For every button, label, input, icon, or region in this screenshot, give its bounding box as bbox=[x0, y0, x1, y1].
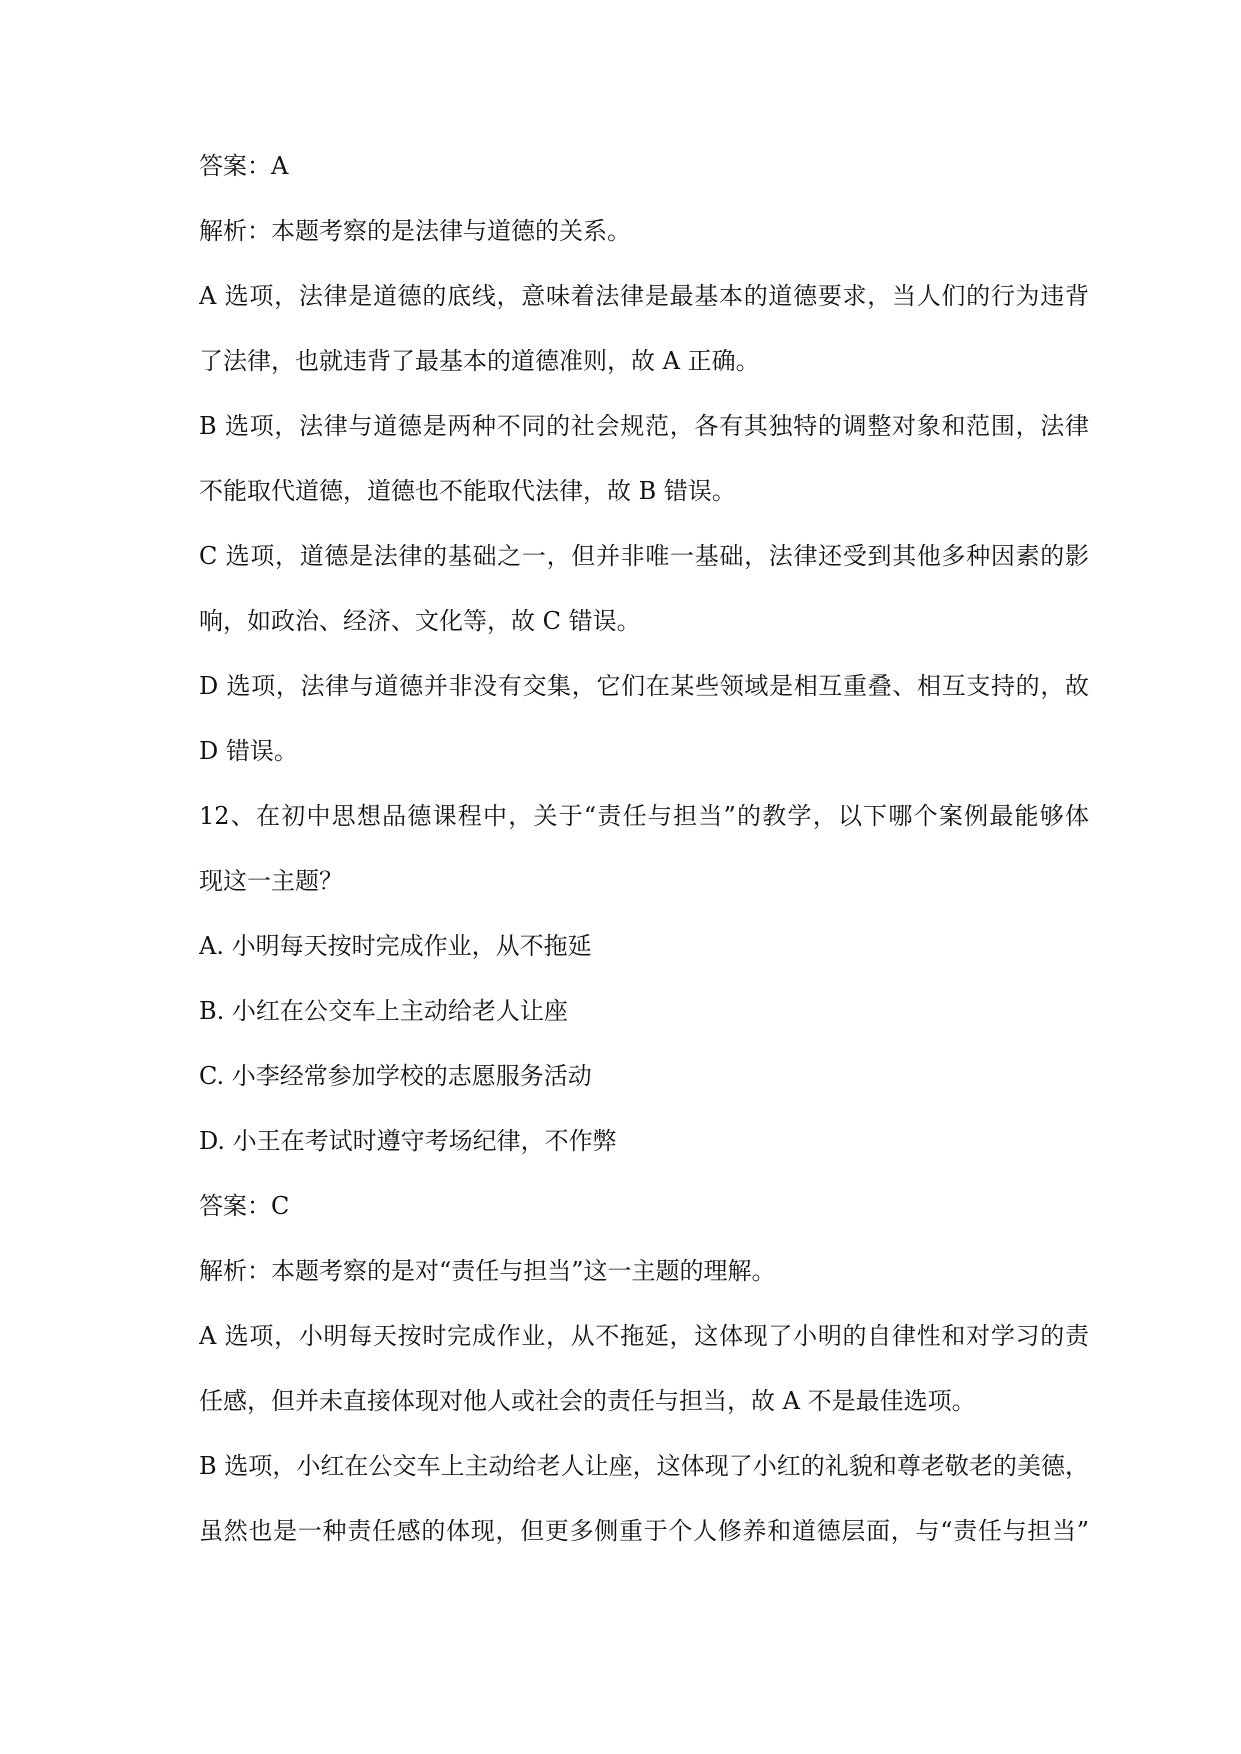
analysis-line: 解析：本题考察的是对“责任与担当”这一主题的理解。 bbox=[199, 1257, 776, 1285]
paragraph-line: 了法律，也就违背了最基本的道德准则，故 A 正确。 bbox=[199, 347, 760, 375]
option-d: D. 小王在考试时遵守考场纪律，不作弊 bbox=[199, 1127, 617, 1155]
paragraph-line: 响，如政治、经济、文化等，故 C 错误。 bbox=[199, 607, 641, 635]
option-a: A. 小明每天按时完成作业，从不拖延 bbox=[199, 932, 592, 960]
paragraph-line: B 选项，小红在公交车上主动给老人让座，这体现了小红的礼貌和尊老敬老的美德， bbox=[199, 1452, 1089, 1480]
question-line: 现这一主题？ bbox=[199, 867, 343, 895]
paragraph-line: A 选项，小明每天按时完成作业，从不拖延，这体现了小明的自律性和对学习的责 bbox=[199, 1322, 1089, 1350]
answer-line: 答案：C bbox=[199, 1192, 290, 1220]
question-line: 12、在初中思想品德课程中，关于“责任与担当”的教学，以下哪个案例最能够体 bbox=[199, 802, 1089, 830]
paragraph-line: B 选项，法律与道德是两种不同的社会规范，各有其独特的调整对象和范围，法律 bbox=[199, 412, 1089, 440]
option-c: C. 小李经常参加学校的志愿服务活动 bbox=[199, 1062, 592, 1090]
paragraph-line: 任感，但并未直接体现对他人或社会的责任与担当，故 A 不是最佳选项。 bbox=[199, 1387, 976, 1415]
analysis-line: 解析：本题考察的是法律与道德的关系。 bbox=[199, 217, 631, 245]
paragraph-line: D 错误。 bbox=[199, 737, 298, 765]
option-b: B. 小红在公交车上主动给老人让座 bbox=[199, 997, 568, 1025]
paragraph-line: A 选项，法律是道德的底线，意味着法律是最基本的道德要求，当人们的行为违背 bbox=[199, 282, 1089, 310]
paragraph-line: C 选项，道德是法律的基础之一，但并非唯一基础，法律还受到其他多种因素的影 bbox=[199, 542, 1089, 570]
paragraph-line: 不能取代道德，道德也不能取代法律，故 B 错误。 bbox=[199, 477, 736, 505]
paragraph-line: D 选项，法律与道德并非没有交集，它们在某些领域是相互重叠、相互支持的，故 bbox=[199, 672, 1089, 700]
paragraph-line: 虽然也是一种责任感的体现，但更多侧重于个人修养和道德层面，与“责任与担当” bbox=[199, 1517, 1089, 1545]
answer-line: 答案：A bbox=[199, 152, 289, 180]
